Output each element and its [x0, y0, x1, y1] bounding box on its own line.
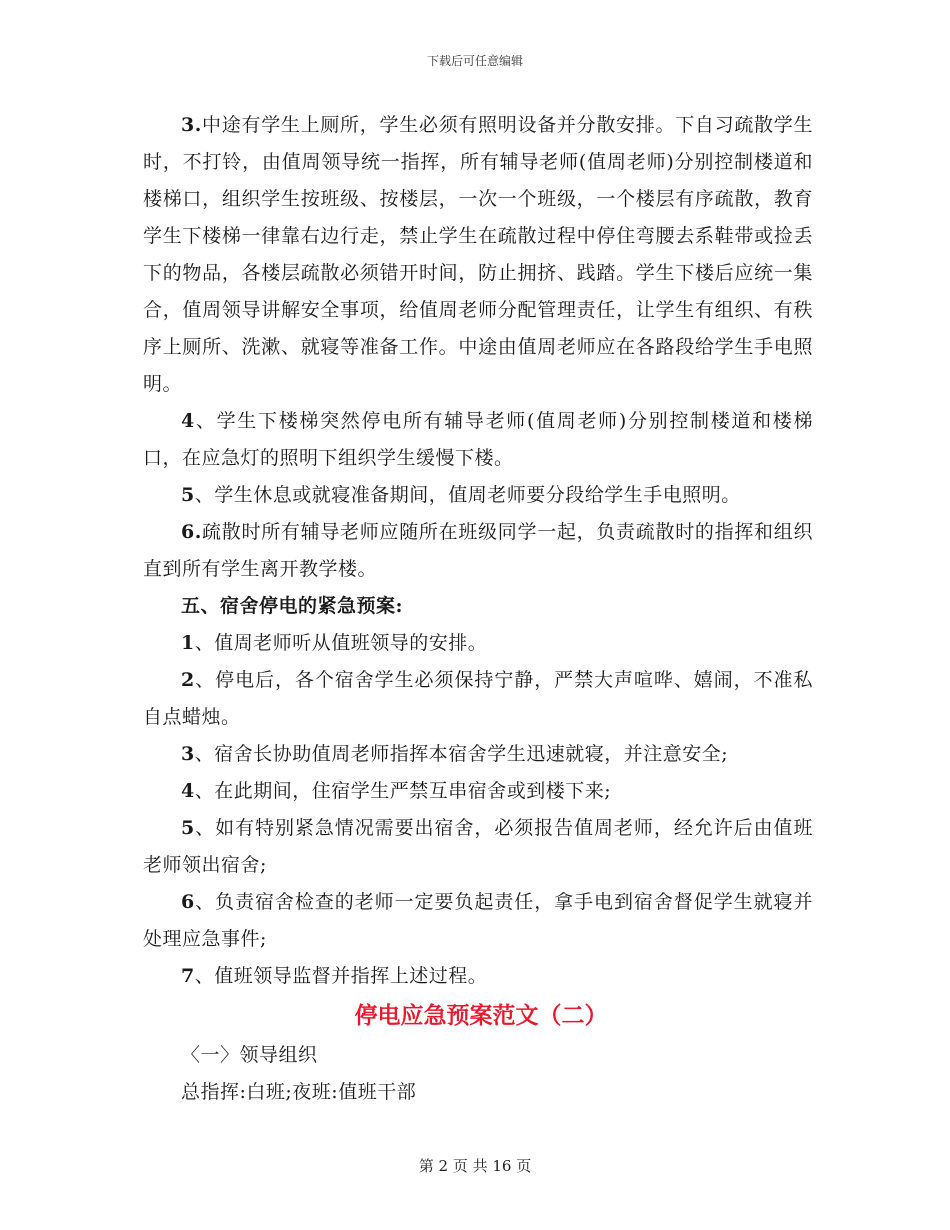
item-text: 疏散时所有辅导老师应随所在班级同学一起，负责疏散时的指挥和组织直到所有学生离开教学楼。: [143, 521, 813, 580]
item-number: 5: [181, 484, 195, 506]
item-text: 、值周老师听从值班领导的安排。: [194, 632, 488, 654]
item-number: 3.: [181, 114, 202, 136]
paragraph-item-5: [143, 477, 813, 514]
item-text: 、停电后，各个宿舍学生必须保持宁静，严禁大声喧哗、嬉闹，不准私自点蜡烛。: [143, 669, 813, 728]
item-number: 7: [181, 965, 195, 987]
item-text: 、在此期间，住宿学生严禁互串宿舍或到楼下来;: [194, 780, 612, 802]
item-text: 、宿舍长协助值周老师指挥本宿舍学生迅速就寝，并注意安全;: [194, 743, 729, 765]
dorm-item-7: [143, 958, 813, 995]
section-heading-dormitory: 五、宿舍停电的紧急预案:: [181, 595, 404, 617]
item-text: 中途有学生上厕所，学生必须有照明设备并分散安排。下自习疏散学生时，不打铃，由值周领导统一指挥，所有辅导老师(值周老师)分别控制楼道和楼梯口，组织学生按班级、按楼层，一次一个班级，一个楼层有序疏散，教育学生下楼梯一律靠右边行走，禁止学生在疏散过程中停住弯腰去系鞋带或捡丢下的物品，各楼层疏散必须错开时间，防止拥挤、践踏。学生下楼后应统一集合，值周领导讲解安全事项，给值周老师分配管理责任，让学生有组织、有秩序上厕所、洗漱、就寝等准备工作。中途由值周老师应在各路段给学生手电照明。: [143, 114, 813, 395]
item-number: 6.: [181, 521, 202, 543]
item-number: 4: [181, 780, 195, 802]
dorm-item-4: [143, 773, 813, 810]
dorm-item-6: [143, 884, 813, 958]
paragraph-item-4: [143, 403, 813, 477]
paragraph-item-3: [143, 107, 813, 403]
item-text: 、值班领导监督并指挥上述过程。: [194, 965, 488, 987]
page-number: 第 2 页 共 16 页: [418, 1157, 532, 1175]
dorm-item-2: [143, 662, 813, 736]
document-title: 停电应急预案范文（二）: [354, 1002, 608, 1029]
item-number: 1: [181, 632, 195, 654]
item-text: 、学生休息或就寝准备期间，值周老师要分段给学生手电照明。: [194, 484, 741, 506]
paragraph-item-6: [143, 514, 813, 588]
item-text: 、学生下楼梯突然停电所有辅导老师(值周老师)分别控制楼道和楼梯口，在应急灯的照明下组织学生缓慢下楼。: [143, 410, 813, 469]
org-heading: 〈一〉领导组织: [181, 1044, 318, 1066]
item-text: 、如有特别紧急情况需要出宿舍，必须报告值周老师，经允许后由值班老师领出宿舍;: [143, 817, 813, 876]
dorm-item-3: [143, 736, 813, 773]
document-body: [143, 107, 813, 1111]
item-number: 4: [181, 410, 195, 432]
header-note: 下载后可任意编辑: [426, 54, 523, 68]
commander-line: 总指挥:白班;夜班:值班干部: [181, 1081, 417, 1103]
item-number: 5: [181, 817, 195, 839]
dorm-item-1: [143, 625, 813, 662]
dorm-item-5: [143, 810, 813, 884]
item-number: 3: [181, 743, 195, 765]
item-number: 6: [181, 891, 195, 913]
item-number: 2: [181, 669, 195, 691]
item-text: 、负责宿舍检查的老师一定要负起责任，拿手电到宿舍督促学生就寝并处理应急事件;: [143, 891, 813, 950]
